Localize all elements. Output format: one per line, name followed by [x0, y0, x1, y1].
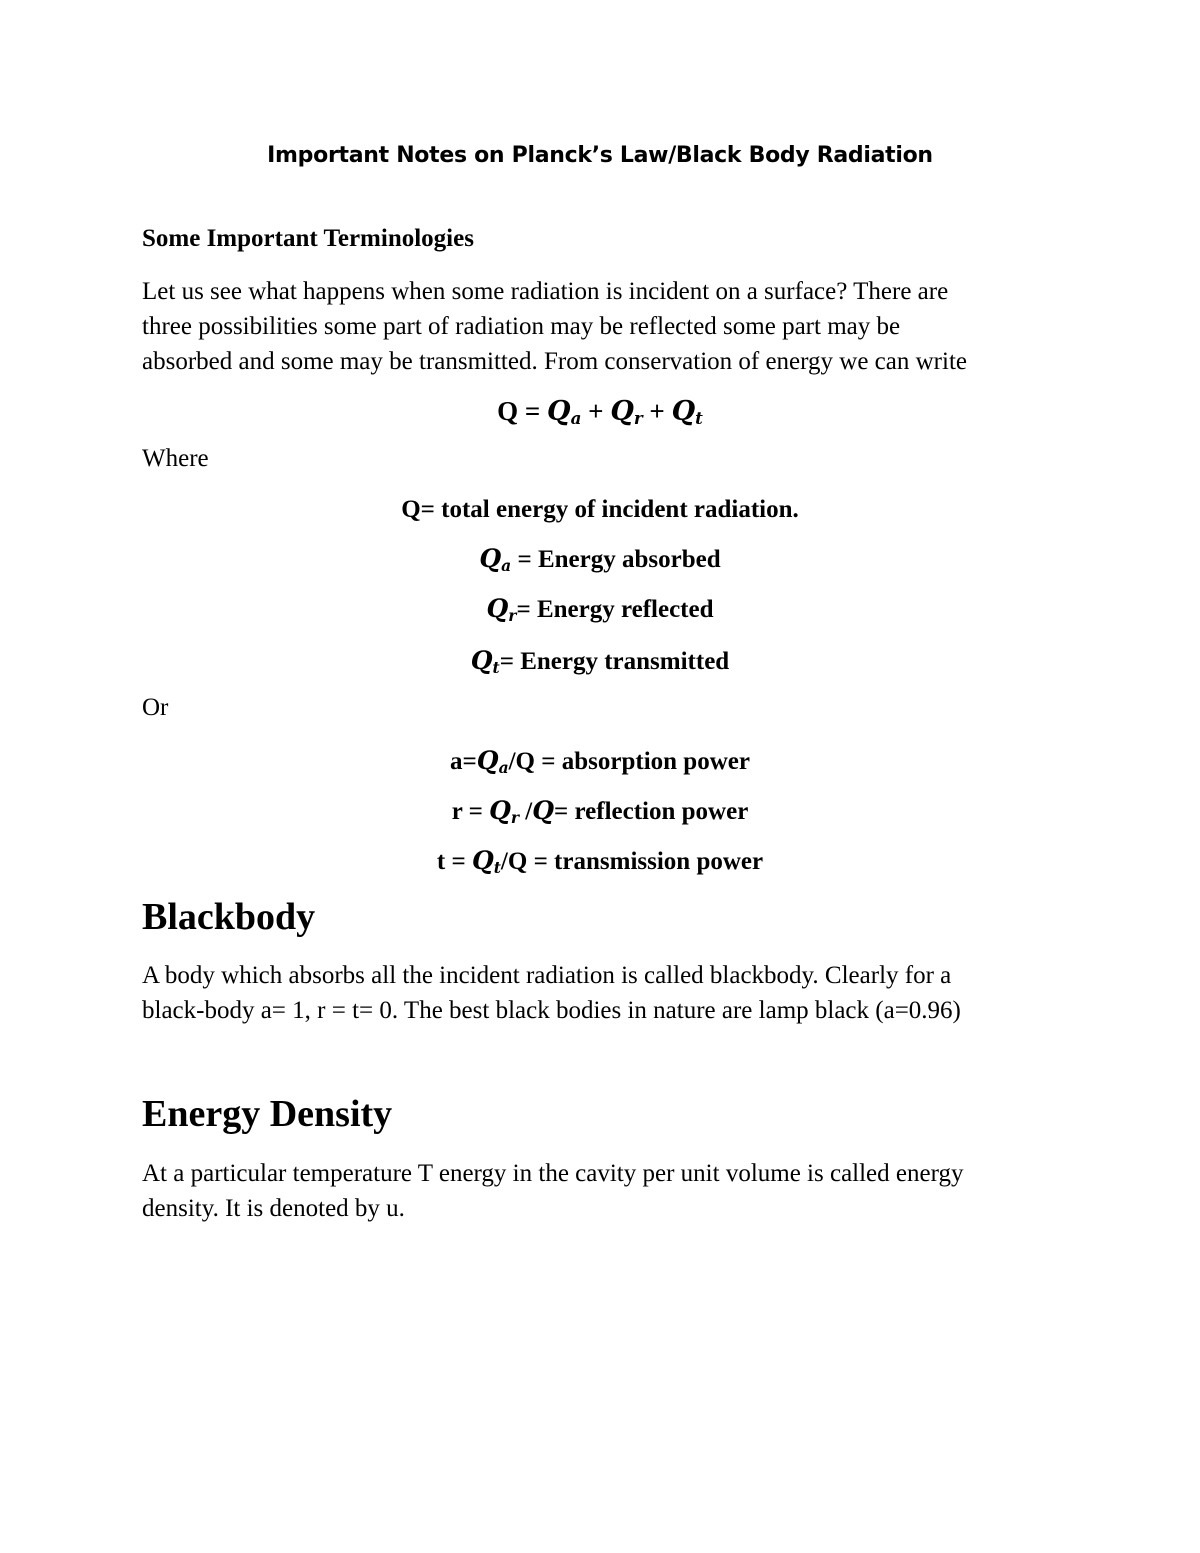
q-r-symbol: $Q_r$: [486, 594, 517, 625]
energy-density-line-1: At a particular temperature T energy in the cavity per unit volume is called energy: [142, 1160, 964, 1187]
blackbody-line-1: A body which absorbs all the incident radiation is called blackbody. Clearly for a: [142, 962, 952, 989]
definition-absorbed: $Q_a$ = Energy absorbed: [479, 544, 721, 575]
definition-transmitted: $Q_t=$ Energy transmitted: [470, 646, 730, 677]
blackbody-paragraph: [142, 958, 1062, 1028]
intro-line-1: Let us see what happens when some radiation is incident on a surface? There are: [142, 278, 949, 305]
plus-sign: +: [581, 396, 611, 426]
energy-density-paragraph: [142, 1156, 1062, 1226]
q-a-symbol: $Q_a$: [547, 396, 582, 429]
absorption-power-equation: $a=Q_a/Q$ = absorption power: [450, 746, 750, 777]
q-a-symbol: $Q_a$: [476, 746, 509, 777]
page-title: Important Notes on Planck’s Law/Black Body Radiation: [267, 143, 933, 168]
subheading-terminologies: Some Important Terminologies: [142, 225, 474, 252]
plus-sign: +: [642, 396, 672, 426]
intro-line-3: absorbed and some may be transmitted. From conservation of energy we can write: [142, 348, 967, 375]
q-t-symbol: $Q_t$: [671, 396, 703, 429]
energy-density-line-2: density. It is denoted by u.: [142, 1195, 405, 1222]
where-label: Where: [142, 445, 209, 472]
intro-line-2: three possibilities some part of radiation may be reflected some part may be: [142, 313, 901, 340]
heading-blackbody: Blackbody: [142, 896, 316, 938]
q-t-symbol: $Q_t$: [471, 846, 501, 877]
reflection-power-equation: $r = Q_r$ /Q= reflection power: [451, 796, 749, 827]
intro-paragraph: [142, 274, 1062, 379]
energy-conservation-equation: [0, 395, 1200, 434]
definition-total: Q= total energy of incident radiation.: [401, 496, 799, 523]
q-t-symbol: $Q_t$: [470, 646, 500, 677]
q-a-symbol: $Q_a$: [479, 544, 512, 575]
q-r-symbol: $Q_r$: [489, 796, 520, 827]
definition-reflected: $Q_r=$ Energy reflected: [486, 594, 714, 625]
equation-lhs: Q =: [497, 396, 548, 426]
transmission-power-equation: $t = Q_t/Q$ = transmission power: [436, 846, 764, 877]
q-r-symbol: $Q_r$: [610, 396, 643, 429]
q-symbol: Q: [532, 796, 555, 825]
or-label: Or: [142, 694, 169, 721]
blackbody-line-2: black-body a= 1, r = t= 0. The best black bodies in nature are lamp black (a=0.96): [142, 997, 961, 1024]
heading-energy-density: Energy Density: [142, 1093, 393, 1135]
